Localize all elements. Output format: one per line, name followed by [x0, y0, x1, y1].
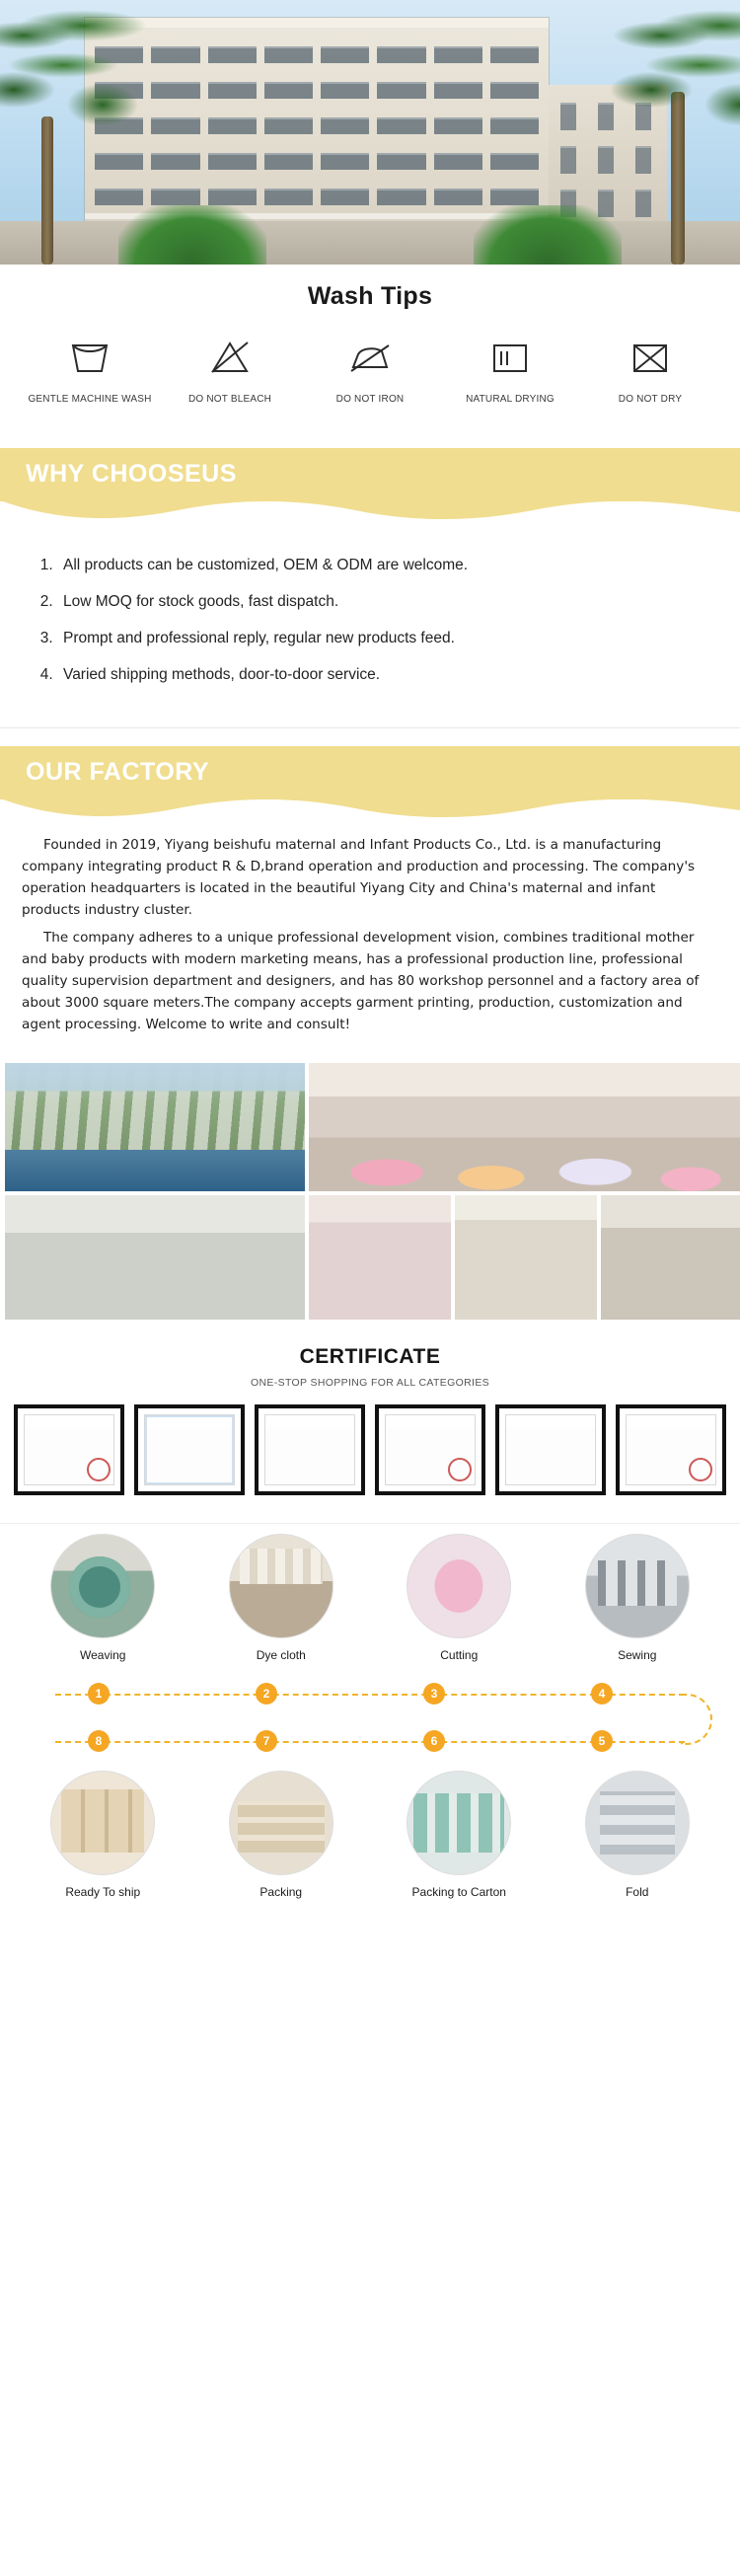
wash-tips-row	[0, 333, 740, 405]
process-photo	[407, 1771, 511, 1875]
process-step-weaving	[29, 1534, 177, 1662]
wash-tip-label: DO NOT BLEACH	[187, 394, 272, 405]
factory-paragraph: The company adheres to a unique professional development vision, combines traditional mother and baby products with modern marketing means, has a professional production line, professional quality supervision department and designers, and has 80 workshop personnel and a factory area of about 3000 square meters.The company accepts garment printing, production, customization and agent processing. Welcome to write and consult!	[22, 929, 700, 1032]
step-badge-5: 5	[591, 1730, 613, 1752]
window-row	[95, 186, 539, 207]
window-row	[95, 150, 539, 172]
process-photo	[229, 1534, 333, 1638]
list-item: 1. All products can be customized, OEM & ODM are welcome.	[57, 556, 710, 576]
certificate-thumbnail	[495, 1404, 606, 1495]
window-row	[95, 43, 539, 65]
palm-tree-right	[602, 0, 740, 265]
process-label: Fold	[626, 1884, 649, 1899]
no-bleach-icon	[166, 333, 294, 382]
process-photo	[229, 1771, 333, 1875]
factory-paragraph: Founded in 2019, Yiyang beishufu maternal and Infant Products Co., Ltd. is a manufacturing company integrating product R & D,brand operation and production and processing. The company's operation headquarters is located in the beautiful Yiyang City and China's maternal and infant products industry cluster.	[22, 836, 696, 918]
process-photo	[585, 1534, 690, 1638]
certificate-subtitle: ONE-STOP SHOPPING FOR ALL CATEGORIES	[250, 1376, 490, 1389]
process-step-packing-to-carton	[385, 1771, 533, 1899]
wash-tip-natural-drying	[446, 333, 574, 405]
list-item: 4. Varied shipping methods, door-to-door service.	[57, 665, 710, 686]
process-label: Cutting	[440, 1647, 479, 1662]
do-not-dry-icon	[586, 333, 714, 382]
step-badge-2: 2	[256, 1683, 277, 1705]
process-photo	[585, 1771, 690, 1875]
photo-warehouse-plush-toys	[309, 1063, 740, 1191]
process-step-connector	[0, 1676, 740, 1767]
process-label: Packing to Carton	[411, 1884, 506, 1899]
process-label: Dye cloth	[256, 1647, 306, 1662]
production-process-section	[0, 1524, 740, 1925]
process-step-sewing	[563, 1534, 711, 1662]
factory-description	[0, 820, 740, 1059]
wash-tip-label: DO NOT IRON	[335, 394, 405, 405]
wave-divider	[0, 500, 740, 522]
our-factory-title: OUR FACTORY	[26, 757, 210, 786]
wash-tip-no-iron	[306, 333, 434, 405]
certificate-thumbnail	[616, 1404, 726, 1495]
our-factory-band	[0, 746, 740, 799]
hero-factory-photo	[0, 0, 740, 265]
step-badge-4: 4	[591, 1683, 613, 1705]
roof-line	[85, 18, 549, 28]
photo-aerial-factory-view	[5, 1063, 305, 1191]
wash-tip-machine-wash	[26, 333, 154, 405]
step-badge-1: 1	[88, 1683, 110, 1705]
shrub	[474, 205, 622, 265]
process-step-cutting	[385, 1534, 533, 1662]
process-step-ready-to-ship	[29, 1771, 177, 1899]
process-label: Ready To ship	[65, 1884, 141, 1899]
process-step-packing	[207, 1771, 355, 1899]
factory-photo-collage	[0, 1059, 740, 1320]
window-row	[95, 114, 539, 136]
wash-tip-do-not-dry	[586, 333, 714, 405]
process-step-fold	[563, 1771, 711, 1899]
wash-tip-label: NATURAL DRYING	[466, 394, 555, 405]
wave-divider	[0, 798, 740, 820]
machine-wash-icon	[26, 333, 154, 382]
why-choose-us-title: WHY CHOOSEUS	[26, 460, 237, 488]
process-photo	[50, 1771, 155, 1875]
list-item: 3. Prompt and professional reply, regular new products feed.	[57, 629, 710, 649]
process-label: Sewing	[618, 1647, 657, 1662]
why-choose-us-list	[0, 532, 740, 728]
process-row-top	[0, 1534, 740, 1662]
certificate-thumbnail	[134, 1404, 245, 1495]
process-label: Weaving	[80, 1647, 126, 1662]
certificate-title: CERTIFICATE	[299, 1344, 441, 1368]
process-row-bottom	[0, 1771, 740, 1899]
shrub	[118, 205, 266, 265]
certificate-thumbnail	[255, 1404, 365, 1495]
wash-tip-no-bleach	[166, 333, 294, 405]
palm-tree-left	[0, 0, 103, 265]
process-photo	[407, 1534, 511, 1638]
window-row	[95, 79, 539, 101]
process-photo	[50, 1534, 155, 1638]
certificate-row	[0, 1404, 740, 1513]
photo-fabric-storage-shelves	[455, 1195, 597, 1320]
certificate-section	[0, 1320, 740, 1523]
why-choose-us-band	[0, 448, 740, 501]
step-badge-7: 7	[256, 1730, 277, 1752]
photo-pink-fabric-rolls	[309, 1195, 451, 1320]
photo-sewing-workshop	[601, 1195, 740, 1320]
process-step-dye-cloth	[207, 1534, 355, 1662]
wash-tip-label: DO NOT DRY	[618, 394, 683, 405]
process-label: Packing	[259, 1884, 303, 1899]
step-badge-3: 3	[423, 1683, 445, 1705]
wash-tips-title: Wash Tips	[307, 282, 433, 310]
list-item: 2. Low MOQ for stock goods, fast dispatch.	[57, 592, 710, 613]
wash-tips-section	[0, 265, 740, 430]
wash-tip-label: GENTLE MACHINE WASH	[28, 394, 152, 405]
photo-production-line-workers	[5, 1195, 305, 1320]
step-badge-6: 6	[423, 1730, 445, 1752]
no-iron-icon	[306, 333, 434, 382]
dashed-curve-right	[681, 1694, 712, 1745]
natural-drying-icon	[446, 333, 574, 382]
certificate-thumbnail	[375, 1404, 485, 1495]
certificate-thumbnail	[14, 1404, 124, 1495]
step-badge-8: 8	[88, 1730, 110, 1752]
